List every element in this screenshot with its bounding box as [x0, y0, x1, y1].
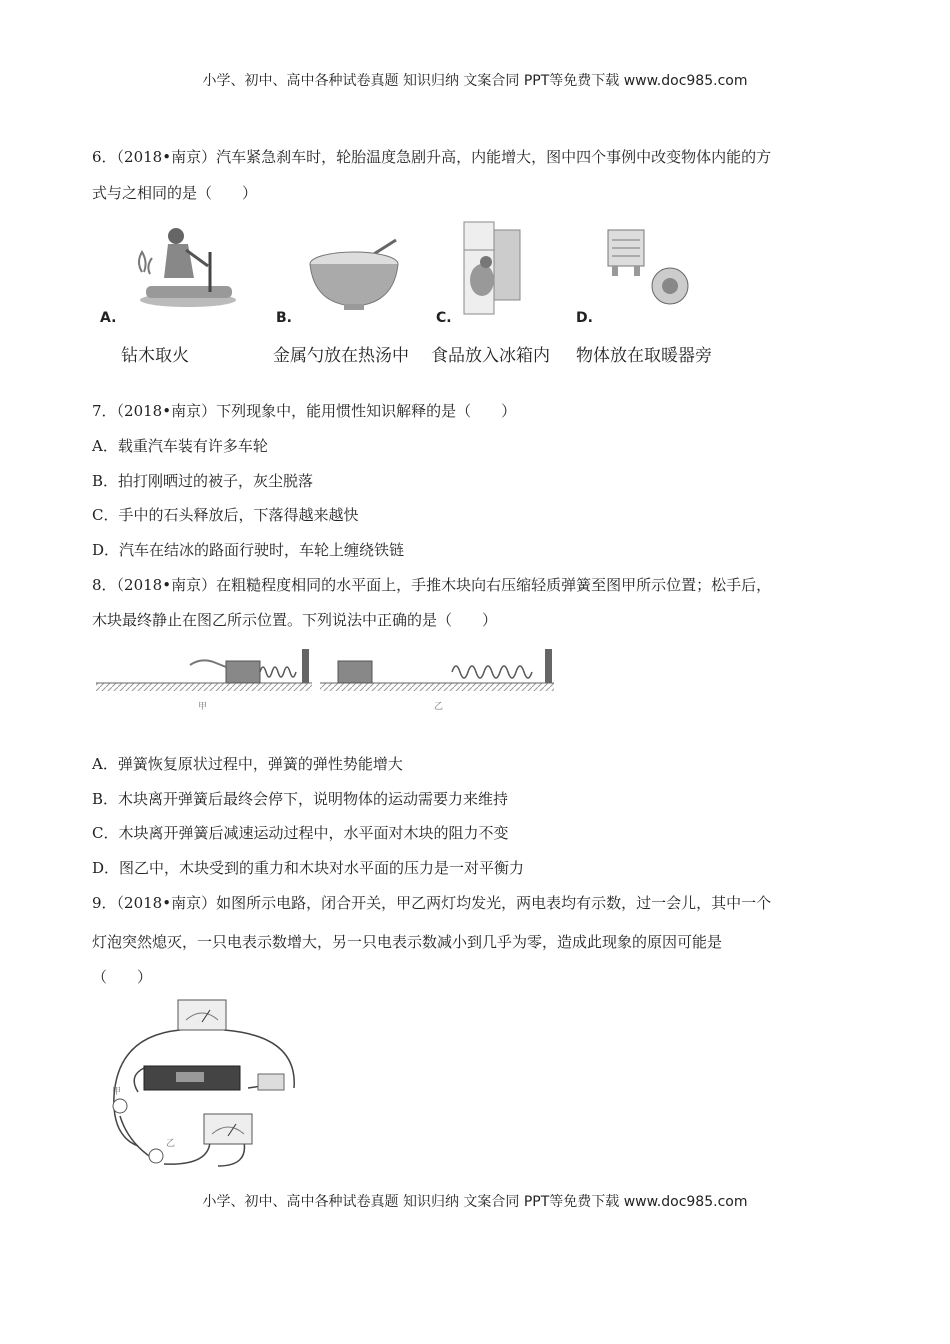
- q6-option-d-caption: 物体放在取暖器旁: [576, 346, 712, 366]
- q7-option-b: B．拍打刚晒过的被子，灰尘脱落: [92, 472, 314, 490]
- q6-figure-d-heater: [598, 226, 700, 314]
- q6-figure-a-drill-wood: [128, 222, 238, 314]
- page-footer: 小学、初中、高中各种试卷真题 知识归纳 文案合同 PPT等免费下载 www.doc985.com: [202, 1194, 748, 1210]
- q6-option-a-caption: 钻木取火: [121, 346, 189, 366]
- q8-fig-label-jia: 甲: [198, 702, 208, 712]
- q7-option-c: C．手中的石头释放后，下落得越来越快: [92, 506, 359, 524]
- q6-figure-b-spoon-soup: [304, 232, 404, 312]
- q8-option-a: A．弹簧恢复原状过程中，弹簧的弹性势能增大: [92, 755, 403, 773]
- q6-option-c-letter: C.: [436, 310, 452, 326]
- q6-stem-line2: 式与之相同的是（ ）: [92, 184, 258, 202]
- q6-option-b-caption: 金属勺放在热汤中: [273, 346, 409, 366]
- q8-fig-label-yi: 乙: [434, 702, 444, 712]
- q6-option-a-letter: A.: [100, 310, 117, 326]
- page-header: 小学、初中、高中各种试卷真题 知识归纳 文案合同 PPT等免费下载 www.doc985.com: [202, 73, 748, 89]
- q9-lamp-label-yi: 乙: [166, 1139, 176, 1149]
- q9-figure-circuit: [98, 996, 308, 1168]
- q8-figure-spring-block: [94, 645, 556, 715]
- q8-stem-line1: 8．（2018•南京）在粗糙程度相同的水平面上，手推木块向右压缩轻质弹簧至图甲所示位置；松手后，: [92, 576, 772, 594]
- q9-stem-line2: 灯泡突然熄灭，一只电表示数增大，另一只电表示数减小到几乎为零，造成此现象的原因可能是: [92, 933, 723, 951]
- q7-stem: 7．（2018•南京）下列现象中，能用惯性知识解释的是（ ）: [92, 402, 517, 420]
- q6-option-d-letter: D.: [576, 310, 593, 326]
- q6-stem-line1: 6．（2018•南京）汽车紧急刹车时，轮胎温度急剧升高，内能增大，图中四个事例中改变物体内能的方: [92, 148, 772, 166]
- q9-stem-line1: 9．（2018•南京）如图所示电路，闭合开关，甲乙两灯均发光，两电表均有示数，过一会儿，其中一个: [92, 894, 772, 912]
- q6-option-b-letter: B.: [276, 310, 292, 326]
- q9-stem-line3: （ ）: [92, 968, 153, 986]
- q9-lamp-label-jia: 甲: [112, 1087, 122, 1097]
- q8-stem-line2: 木块最终静止在图乙所示位置。下列说法中正确的是（ ）: [92, 611, 498, 629]
- q8-option-d: D．图乙中，木块受到的重力和木块对水平面的压力是一对平衡力: [92, 859, 525, 877]
- q6-option-c-caption: 食品放入冰箱内: [431, 346, 550, 366]
- q7-option-d: D．汽车在结冰的路面行驶时，车轮上缠绕铁链: [92, 541, 405, 559]
- q7-option-a: A．载重汽车装有许多车轮: [92, 437, 268, 455]
- q6-figure-c-fridge: [458, 220, 528, 316]
- q8-option-c: C．木块离开弹簧后减速运动过程中，水平面对木块的阻力不变: [92, 824, 509, 842]
- q8-option-b: B．木块离开弹簧后最终会停下，说明物体的运动需要力来维持: [92, 790, 509, 808]
